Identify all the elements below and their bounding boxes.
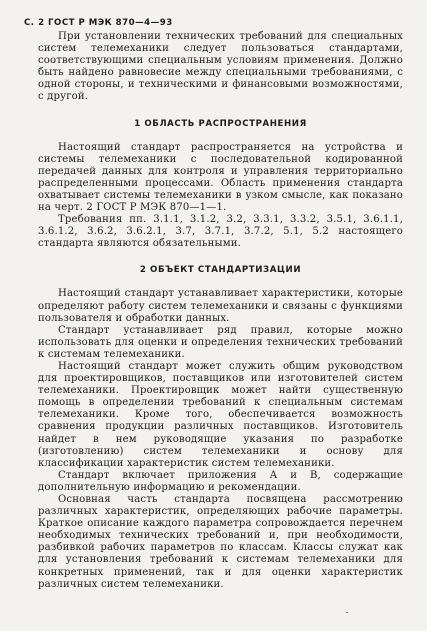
section-2-paragraph-4: Стандарт включает приложения А и В, содержащие дополнительную информацию и рекомендации.: [38, 469, 403, 493]
running-head: С. 2 ГОСТ Р МЭК 870—4—93: [24, 18, 173, 28]
section-2-paragraph-3: Настоящий стандарт может служить общим руководством для проектировщиков, поставщиков или изготовителей систем телемеханики. Проектировщик может найти существенную помощь в определении требований к специальным системам телемеханики. Кроме того, обеспечивается возможность сравнения продукции различных поставщиков. Изготовитель найдет в нем руководящие указания по разработке (изготовлению) систем телемеханики и основу для классификации характеристик систем телемеханики.: [38, 360, 403, 469]
section-2-paragraph-5: Основная часть стандарта посвящена рассмотрению различных характеристик, определяющих рабочие параметры. Краткое описание каждого параметра сопровождается перечнем необходимых технических требований и, при необходимости, разбивкой рабочих параметров по классам. Классы служат как для установления требований к системам телемеханики для конкретных применений, так и для оценки характеристик различных систем телемеханики.: [38, 494, 403, 590]
scan-mark: [346, 612, 348, 613]
section-2-paragraph-2: Стандарт устанавливает ряд правил, которые можно использовать для оценки и определения технических требований к системам телемеханики.: [38, 324, 403, 360]
intro-paragraph: При установлении технических требований для специальных систем телемеханики следует пользоваться стандартами, соответствующими специальным условиям применения. Должно быть найдено равновесие между специальными требованиями, с одной стороны, и техническими и финансовыми возможностями, с другой.: [38, 31, 403, 103]
section-1-paragraph-2: Требования пп. 3.1.1, 3.1.2, 3.2, 3.3.1, 3.3.2, 3.5.1, 3.6.1.1, 3.6.1.2, 3.6.2, 3.6.2.1, 3.7, 3.7.1, 3.7.2, 5.1, 5.2 настоящего стандарта являются обязательными.: [38, 214, 403, 250]
section-1-paragraph-1: Настоящий стандарт распространяется на устройства и системы телемеханики с последовательной кодированной передачей данных для контроля и управления территориально распределенными процессами. Область применения стандарта охватывает системы телемеханики в узком смысле, как показано на черт. 2 ГОСТ Р МЭК 870—1—1.: [38, 141, 403, 214]
section-2-paragraph-1: Настоящий стандарт устанавливает характеристики, которые определяют работу систем телемеханики и связаны с функциями пользователя и обработки данных.: [38, 288, 403, 324]
section-1-title: 1 ОБЛАСТЬ РАСПРОСТРАНЕНИЯ: [134, 118, 307, 129]
section-2-title: 2 ОБЪЕКТ СТАНДАРТИЗАЦИИ: [139, 265, 302, 276]
